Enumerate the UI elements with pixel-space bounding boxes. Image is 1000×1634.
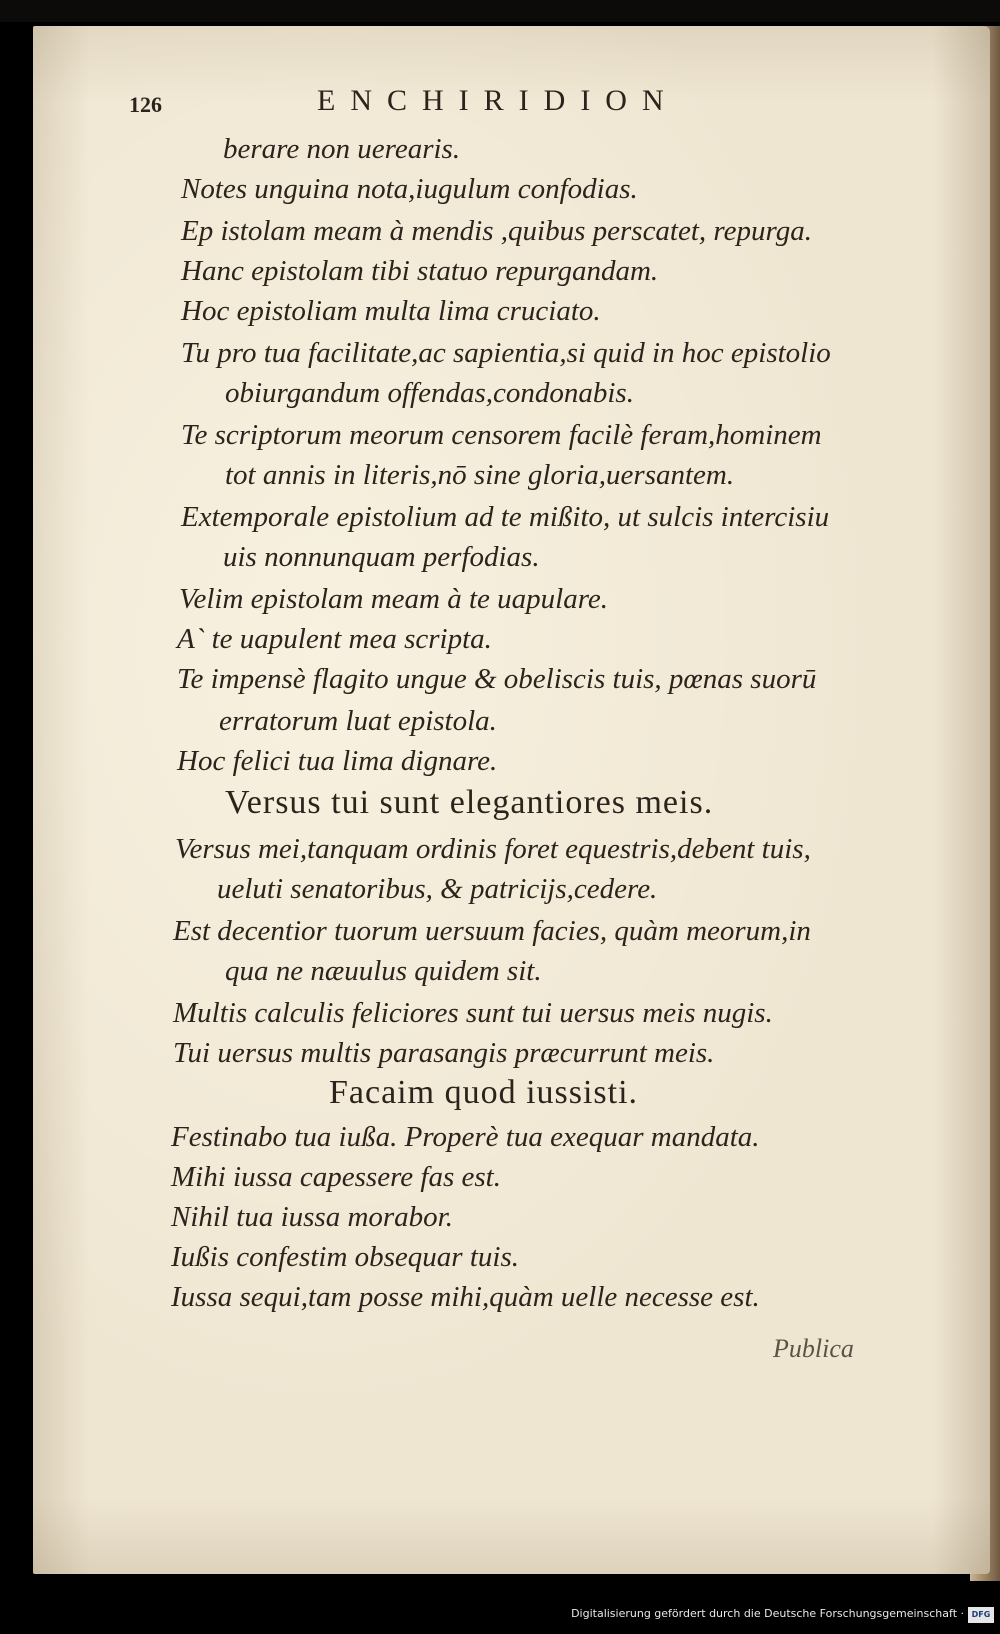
footer-bar: [0, 1590, 1000, 1634]
text-line: Versus mei,tanquam ordinis foret equestris,debent tuis,: [175, 833, 811, 865]
text-line: Velim epistolam meam à te uapulare.: [179, 583, 609, 615]
dfg-logo: DFG: [968, 1607, 994, 1623]
text-line: Nihil tua iussa morabor.: [171, 1201, 453, 1233]
text-line: Hoc epistoliam multa lima cruciato.: [181, 295, 601, 327]
text-line: Te impensè flagito ungue & obeliscis tuis, pœnas suorū: [177, 663, 817, 695]
text-line: Tu pro tua facilitate,ac sapientia,si quid in hoc epistolio: [181, 337, 831, 369]
text-line: qua ne næuulus quidem sit.: [225, 955, 542, 987]
text-line: Festinabo tua iußa. Properè tua exequar mandata.: [171, 1121, 760, 1153]
text-line: Multis calculis feliciores sunt tui uersus meis nugis.: [173, 997, 773, 1029]
text-line: Iussa sequi,tam posse mihi,quàm uelle necesse est.: [171, 1281, 760, 1313]
text-line: tot annis in literis,nō sine gloria,uersantem.: [225, 459, 735, 491]
text-line: Mihi iussa capessere fas est.: [171, 1161, 501, 1193]
section-heading: Versus tui sunt elegantiores meis.: [225, 784, 714, 821]
text-line: Est decentior tuorum uersuum facies, quàm meorum,in: [173, 915, 811, 947]
text-line: Notes unguina nota,iugulum confodias.: [181, 173, 638, 205]
text-line: uis nonnunquam perfodias.: [223, 541, 540, 573]
text-line: Hoc felici tua lima dignare.: [177, 745, 498, 777]
text-line: A` te uapulent mea scripta.: [177, 623, 492, 655]
scan-top-border: [0, 0, 1000, 22]
text-line: berare non uerearis.: [223, 133, 461, 165]
page-text: [33, 26, 990, 1574]
text-line: Hanc epistolam tibi statuo repurgandam.: [181, 255, 659, 287]
text-line: Iußis confestim obsequar tuis.: [171, 1241, 519, 1273]
digitization-credit: Digitalisierung gefördert durch die Deutsche Forschungsgemeinschaft ·: [571, 1607, 964, 1620]
text-line: Ep istolam meam à mendis ,quibus perscatet, repurga.: [181, 215, 812, 247]
section-heading: Facaim quod iussisti.: [329, 1074, 639, 1111]
text-line: Extemporale epistolium ad te mißito, ut sulcis intercisiu: [181, 501, 830, 533]
page-number: 126: [129, 92, 162, 117]
running-head: ENCHIRIDION: [317, 84, 679, 117]
text-line: obiurgandum offendas,condonabis.: [225, 377, 634, 409]
text-line: Te scriptorum meorum censorem facilè feram,hominem: [181, 419, 822, 451]
text-line: Tui uersus multis parasangis præcurrunt meis.: [173, 1037, 715, 1069]
catchword: Publica: [773, 1334, 854, 1363]
text-line: erratorum luat epistola.: [219, 705, 497, 737]
book-page: [33, 26, 990, 1574]
text-line: ueluti senatoribus, & patricijs,cedere.: [217, 873, 658, 905]
